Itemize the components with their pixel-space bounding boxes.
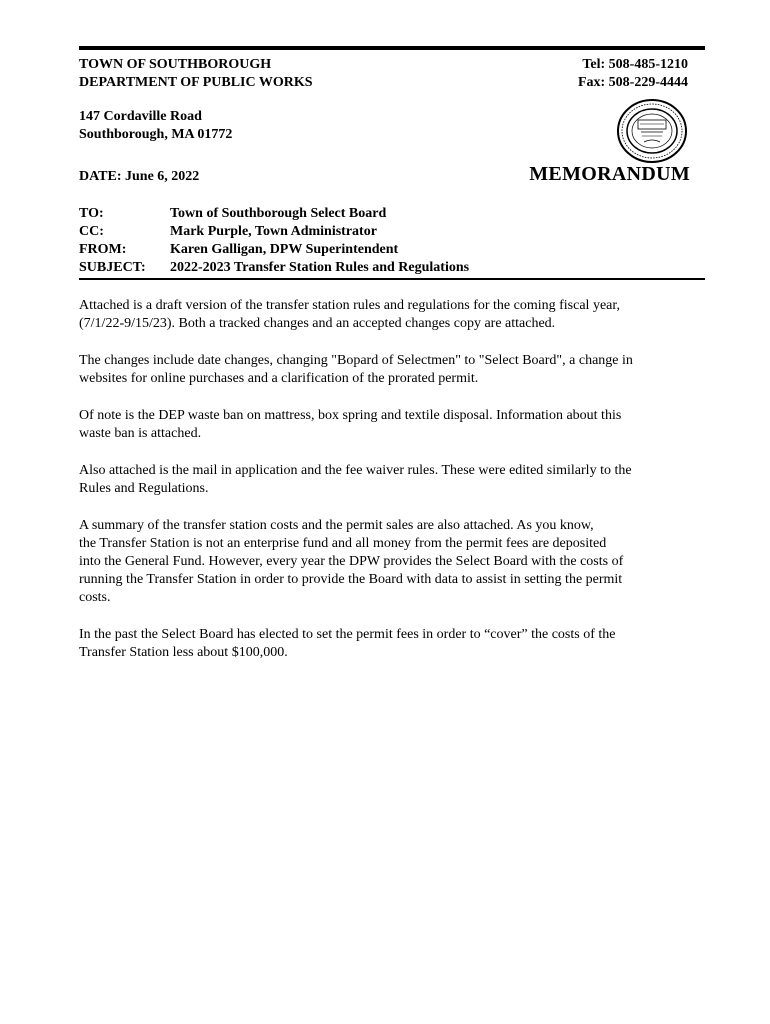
contact-block [578, 56, 688, 92]
routing-value: Town of Southborough Select Board [170, 206, 387, 221]
body-line: In the past the Select Board has elected to set the permit fees in order to “cover” the costs of the [79, 627, 616, 642]
body-paragraph-6 [79, 626, 703, 662]
body-line: A summary of the transfer station costs and the permit sales are also attached. As you know, [79, 518, 594, 533]
routing-row-to [79, 205, 469, 223]
body-line: the Transfer Station is not an enterprise fund and all money from the permit fees are deposited [79, 536, 607, 551]
body-line: Transfer Station less about $100,000. [79, 645, 288, 660]
city-state-zip: Southborough, MA 01772 [79, 127, 233, 142]
body-line: costs. [79, 590, 111, 605]
memo-title: MEMORANDUM [529, 163, 690, 185]
routing-value: Mark Purple, Town Administrator [170, 224, 377, 239]
town-seal-icon [616, 98, 688, 164]
fax: Fax: 508-229-4444 [577, 75, 688, 90]
header-top-rule [79, 46, 705, 50]
body-line: Also attached is the mail in application and the fee waiver rules. These were edited similarly to the [79, 463, 632, 478]
routing-row-cc [79, 223, 469, 241]
department-block [79, 56, 313, 92]
body-paragraph-4 [79, 462, 703, 498]
body-line: running the Transfer Station in order to provide the Board with data to assist in setting the permit [79, 572, 623, 587]
street-address: 147 Cordaville Road [79, 109, 202, 124]
body-line: Rules and Regulations. [79, 481, 209, 496]
routing-label: CC: [79, 224, 104, 239]
body-line: The changes include date changes, changing "Bopard of Selectmen" to "Select Board", a change in [79, 353, 633, 368]
routing-block [79, 205, 469, 277]
department-name: DEPARTMENT OF PUBLIC WORKS [79, 75, 313, 90]
body-line: (7/1/22-9/15/23). Both a tracked changes and an accepted changes copy are attached. [79, 316, 556, 331]
routing-row-subject [79, 259, 469, 277]
address-block [79, 108, 232, 144]
body-line: Of note is the DEP waste ban on mattress, box spring and textile disposal. Information about this [79, 408, 622, 423]
body-line: into the General Fund. However, every year the DPW provides the Select Board with the costs of [79, 554, 624, 569]
body-line: websites for online purchases and a clarification of the prorated permit. [79, 371, 479, 386]
memo-body [79, 297, 703, 681]
body-line: Attached is a draft version of the transfer station rules and regulations for the coming fiscal year, [79, 298, 620, 313]
telephone: Tel: 508-485-1210 [582, 57, 688, 72]
org-name: TOWN OF SOUTHBOROUGH [79, 57, 272, 72]
body-line: waste ban is attached. [79, 426, 202, 441]
routing-label: TO: [79, 206, 104, 221]
routing-value: Karen Galligan, DPW Superintendent [170, 242, 399, 257]
routing-value: 2022-2023 Transfer Station Rules and Regulations [170, 260, 470, 275]
body-paragraph-1 [79, 297, 703, 333]
body-paragraph-2 [79, 352, 703, 388]
header-bottom-rule [79, 278, 705, 280]
routing-row-from [79, 241, 469, 259]
routing-label: FROM: [79, 242, 127, 257]
body-paragraph-5 [79, 517, 703, 607]
body-paragraph-3 [79, 407, 703, 443]
routing-label: SUBJECT: [79, 260, 146, 275]
memo-date: DATE: June 6, 2022 [79, 169, 200, 184]
